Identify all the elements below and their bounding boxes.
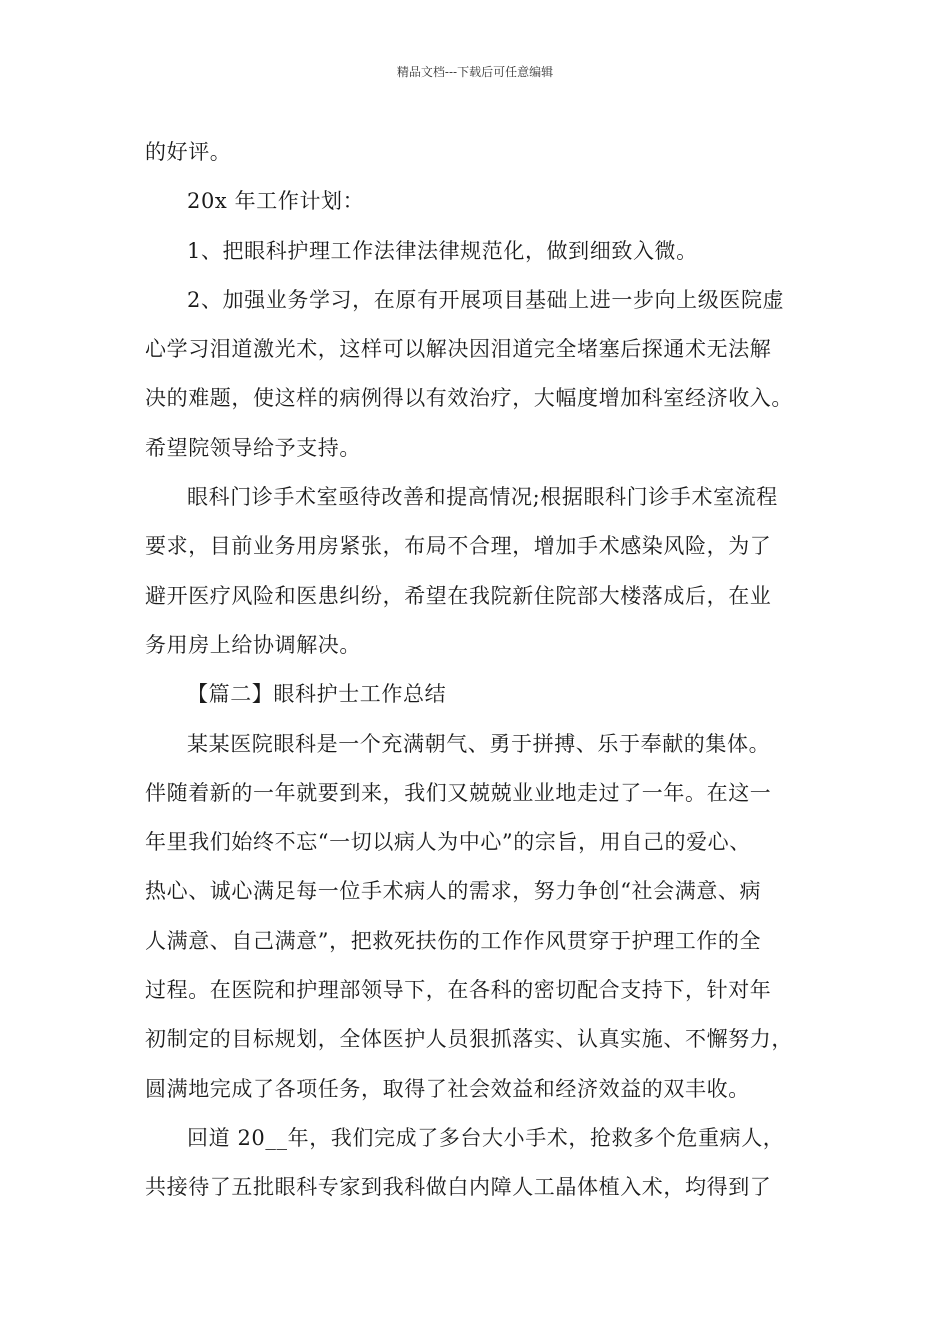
document-body [145, 128, 809, 1213]
text-line-13: 某某医院眼科是一个充满朝气、勇于拼搏、乐于奉献的集体。 [187, 731, 771, 756]
text-line-20: 圆满地完成了各项任务，取得了社会效益和经济效益的双丰收。 [145, 1076, 750, 1101]
text-line-8: 眼科门诊手术室亟待改善和提高情况;根据眼科门诊手术室流程 [187, 485, 778, 510]
text-line-10: 避开医疗风险和医患纠纷，希望在我院新住院部大楼落成后，在业 [145, 583, 772, 608]
text-line-3: 1、把眼科护理工作法律法律规范化，做到细致入微。 [187, 238, 698, 263]
text-line-11: 务用房上给协调解决。 [145, 632, 361, 657]
text-line-17: 人满意、自己满意”，把救死扶伤的工作作风贯穿于护理工作的全 [145, 928, 762, 953]
text-line-4: 2、加强业务学习，在原有开展项目基础上进一步向上级医院虚 [187, 287, 785, 312]
text-line-6: 决的难题，使这样的病例得以有效治疗，大幅度增加科室经济收入。 [145, 386, 793, 411]
text-line-1: 的好评。 [145, 140, 232, 164]
text-line-9: 要求，目前业务用房紧张，布局不合理，增加手术感染风险，为了 [145, 534, 772, 559]
text-line-19: 初制定的目标规划，全体医护人员狠抓落实、认真实施、不懈努力， [145, 1027, 793, 1052]
text-line-21: 回道 20__年，我们完成了多台大小手术，抢救多个危重病人， [187, 1125, 785, 1150]
text-line-7: 希望院领导给予支持。 [145, 435, 361, 460]
page-header: 精品文档---下载后可任意编辑 [396, 65, 554, 79]
section-heading: 【篇二】眼科护士工作总结 [187, 682, 447, 707]
text-line-16: 热心、诚心满足每一位手术病人的需求，努力争创“社会满意、病 [145, 879, 762, 904]
text-line-14: 伴随着新的一年就要到来，我们又兢兢业业地走过了一年。在这一 [145, 780, 772, 805]
text-line-22: 共接待了五批眼科专家到我科做白内障人工晶体植入术，均得到了 [145, 1175, 772, 1200]
text-line-5: 心学习泪道激光术，这样可以解决因泪道完全堵塞后探通术无法解 [145, 337, 772, 362]
text-line-18: 过程。在医院和护理部领导下，在各科的密切配合支持下，针对年 [145, 978, 772, 1003]
text-line-2: 20x 年工作计划： [187, 189, 365, 214]
text-line-15: 年里我们始终不忘“一切以病人为中心”的宗旨，用自己的爱心、 [145, 830, 751, 855]
